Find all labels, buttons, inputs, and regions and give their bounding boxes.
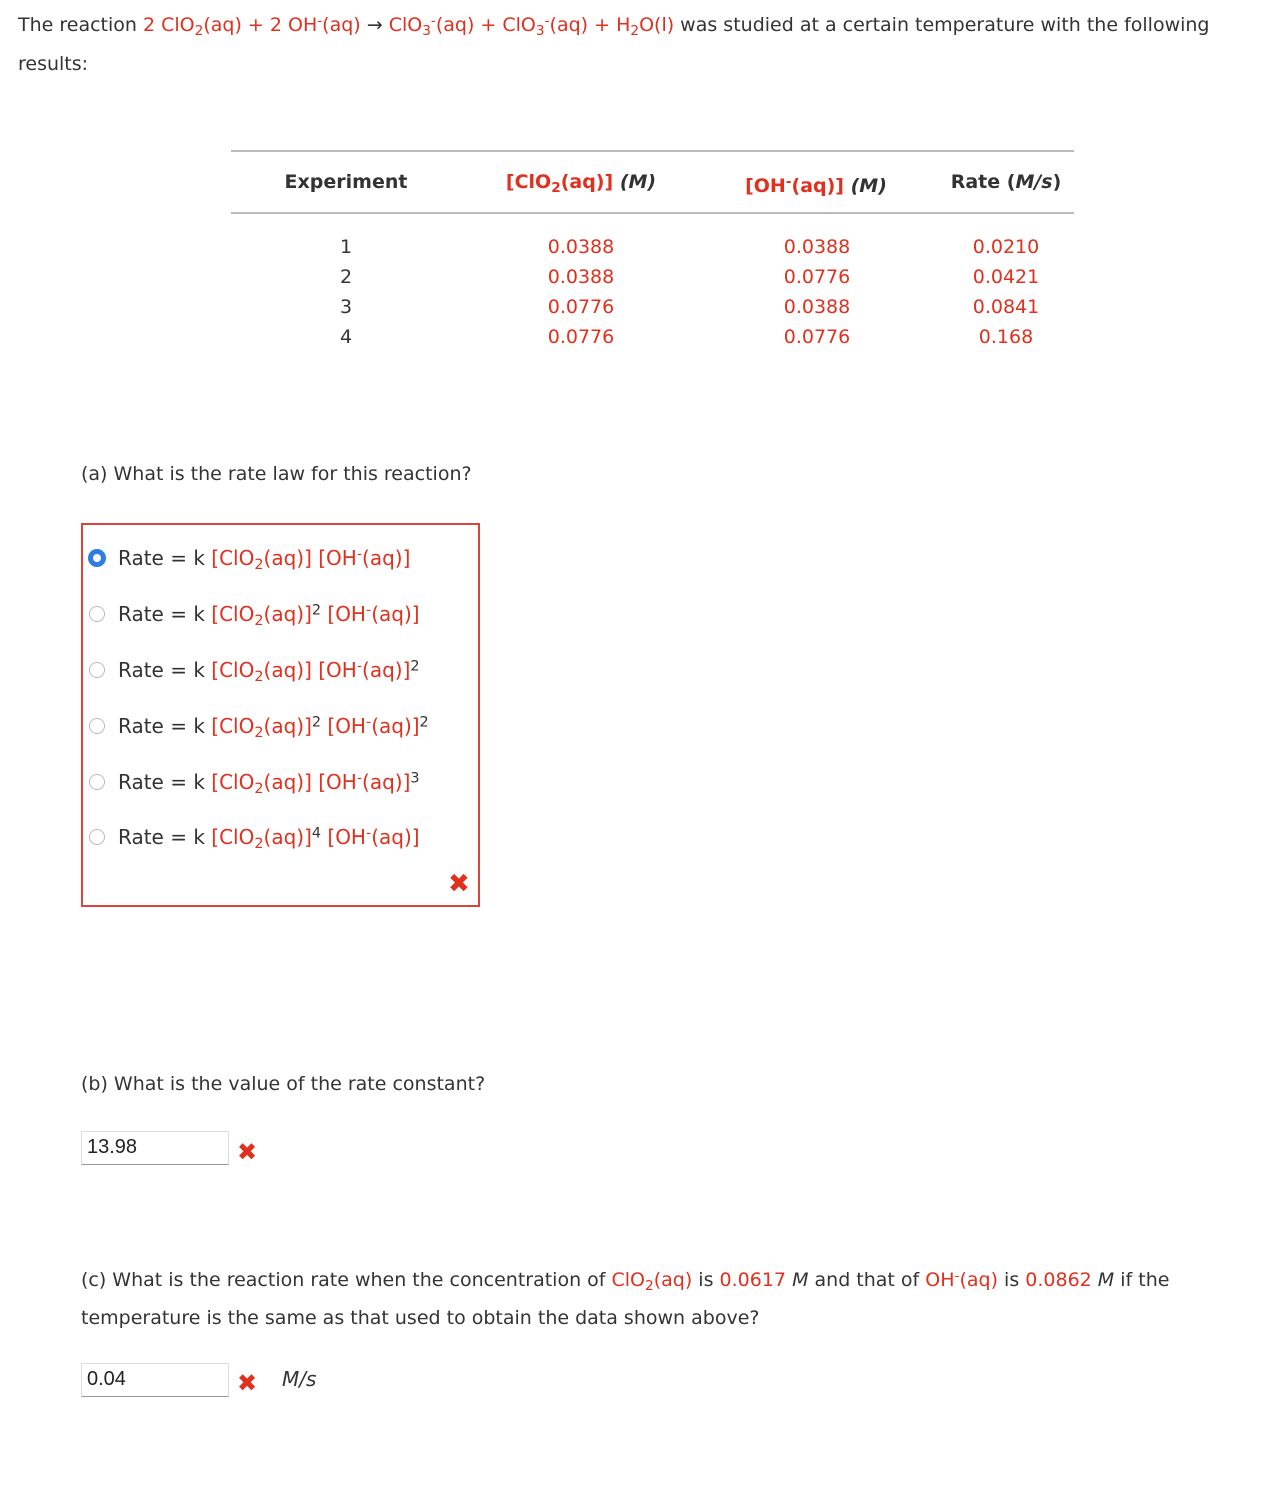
table-cell: 0.168: [978, 326, 1034, 348]
option-rate-law-3[interactable]: Rate = k [ClO$_2$(aq)] $[OH^-(aq)]^2$: [89, 655, 420, 685]
option-rate-law-1[interactable]: Rate = k [ClO$_2$(aq)] [OH-(aq)]: [89, 543, 410, 573]
oh-column: [767, 232, 867, 352]
option-rate-law-4[interactable]: Rate = k $[ClO_2(aq)]^2$ $[OH^-(aq)]^2$: [89, 711, 429, 741]
radio-button[interactable]: [88, 549, 106, 567]
rate-column: [956, 232, 1056, 352]
x-mark-icon: ✖: [237, 1369, 258, 1397]
experiment-column: [296, 232, 396, 352]
table-cell: 3: [339, 296, 353, 318]
table-header: [231, 152, 1074, 212]
header-oh: [OH-(aq)] (M): [745, 173, 887, 197]
header-clo2: [ClO$_2$(aq)] (M): [505, 171, 657, 196]
question-c-prompt: (c) What is the reaction rate when the concentration of ClO$_2$(aq) is 0.0617 M and that of OH-(aq) is 0.0862 M if the temperature is the same as that used to obtain the data shown above?: [81, 1267, 1170, 1329]
problem-statement: The reaction 2 ClO$_2$(aq) + 2 $OH^-(aq) \to ClO_3^-(aq) + ClO_3^-(aq) + H_2O(l)$ was studied at a certain temperature with the following results:: [18, 12, 1210, 75]
table-cell: 0.0776: [547, 296, 615, 318]
radio-button[interactable]: [89, 718, 105, 734]
rate-law-options: [81, 523, 480, 907]
radio-button[interactable]: [89, 829, 105, 845]
option-rate-law-5[interactable]: Rate = k [ClO$_2$(aq)] $[OH^-(aq)]^3$: [89, 767, 420, 797]
table-cell: 2: [339, 266, 353, 288]
x-mark-icon: ✖: [448, 869, 470, 899]
clo2-column: [531, 232, 631, 352]
table-cell: 0.0776: [783, 266, 851, 288]
table-cell: 0.0210: [972, 236, 1040, 258]
table-cell: 0.0388: [783, 296, 851, 318]
table-cell: 4: [339, 326, 353, 348]
rate-unit-label: M/s: [282, 1367, 317, 1391]
reaction-rate-input[interactable]: 0.04: [81, 1363, 229, 1397]
reaction-arrow: →: [360, 14, 389, 36]
table-cell: 0.0421: [972, 266, 1040, 288]
table-cell: 0.0776: [547, 326, 615, 348]
intro-text: The reaction: [18, 14, 143, 36]
reaction-equation: 2 ClO$_2$(aq) + 2 OH-(aq): [142, 12, 361, 39]
question-b-prompt: (b) What is the value of the rate constant?: [81, 1073, 486, 1095]
header-experiment: Experiment: [284, 171, 408, 193]
table-body: [231, 214, 1074, 354]
option-rate-law-2[interactable]: Rate = k $[ClO_2(aq)]^2$ [OH-(aq)]: [89, 599, 420, 629]
table-cell: 1: [339, 236, 353, 258]
radio-button[interactable]: [89, 606, 105, 622]
table-cell: 0.0388: [783, 236, 851, 258]
option-rate-law-6[interactable]: Rate = k $[ClO_2(aq)]^4$ [OH-(aq)]: [89, 822, 420, 852]
table-cell: 0.0388: [547, 236, 615, 258]
radio-button[interactable]: [89, 662, 105, 678]
radio-button[interactable]: [89, 774, 105, 790]
x-mark-icon: ✖: [237, 1138, 258, 1166]
table-cell: 0.0841: [972, 296, 1040, 318]
header-rate: Rate (M/s): [950, 171, 1062, 193]
data-table: [231, 150, 1074, 354]
table-cell: 0.0388: [547, 266, 615, 288]
table-cell: 0.0776: [783, 326, 851, 348]
rate-constant-input[interactable]: 13.98: [81, 1131, 229, 1165]
question-a-prompt: (a) What is the rate law for this reaction?: [81, 463, 472, 485]
